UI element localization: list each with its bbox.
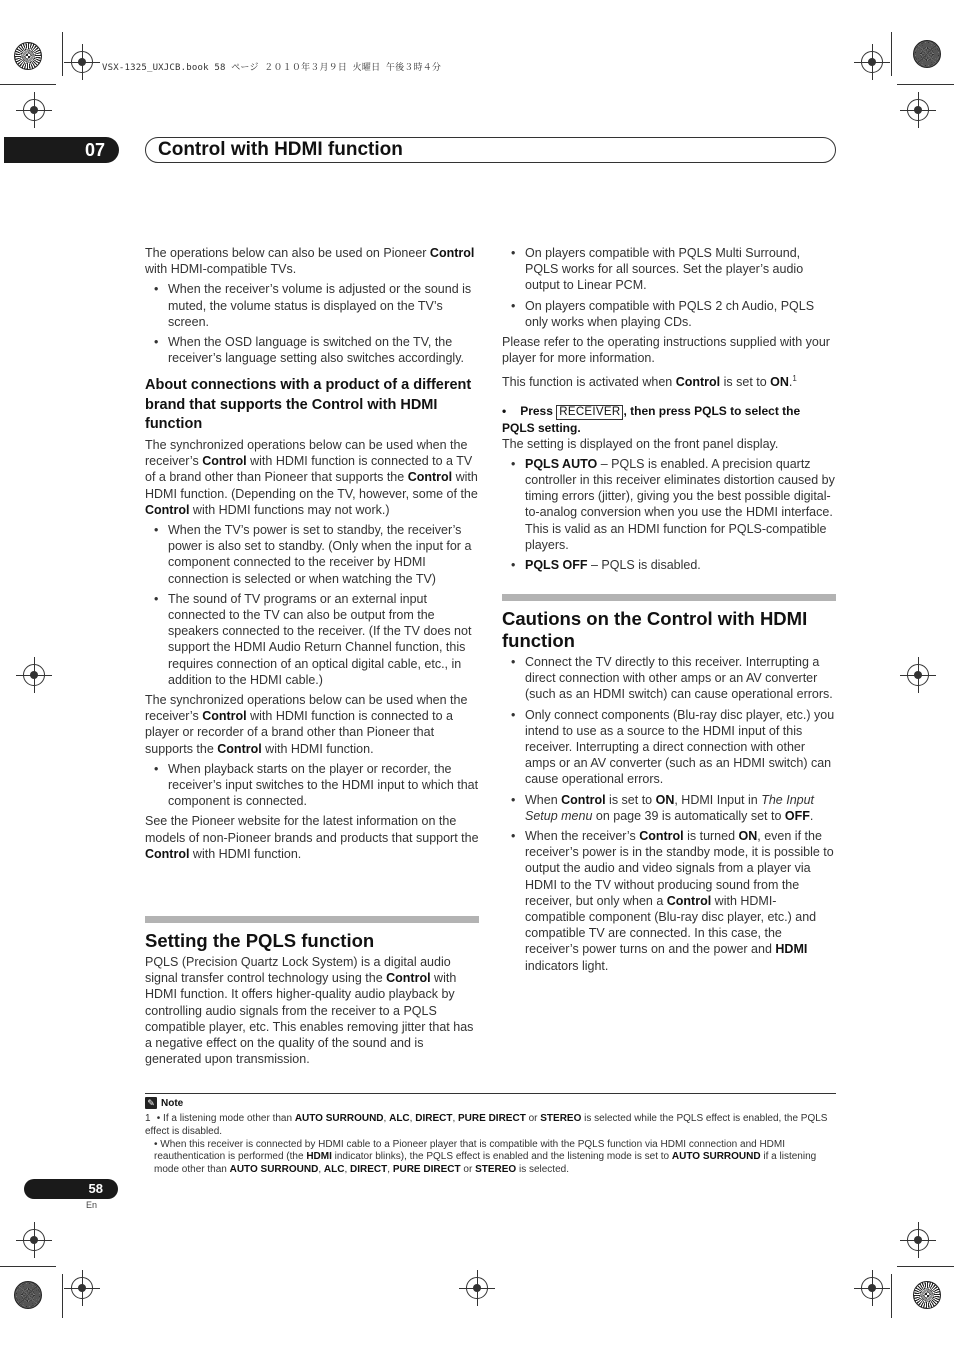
list-item: • PQLS OFF – PQLS is disabled. xyxy=(525,557,836,573)
crop-mark xyxy=(897,1266,954,1267)
receiver-key: RECEIVER xyxy=(556,405,623,420)
left-column-pqls xyxy=(145,916,479,1071)
note-section xyxy=(145,1093,836,1177)
about-list-2 xyxy=(145,761,479,810)
note-heading xyxy=(145,1097,836,1109)
list-item: • On players compatible with PQLS 2 ch Audio, PQLS only works when playing CDs. xyxy=(525,298,836,330)
section-heading-cautions: Cautions on the Control with HDMI function xyxy=(502,608,808,651)
intro-list xyxy=(145,281,479,366)
crop-mark xyxy=(62,1274,63,1318)
pqls-paragraph: PQLS (Precision Quartz Lock System) is a digital audio signal transfer control technology using the Control with HDMI function. It offers higher-quality audio playback by controlling audio signals from the receiver to a PQLS compatible player, etc. This enables removing jitter that has a negative effect on the quality of the sound and is generated upon transmission. xyxy=(145,955,474,1067)
pqls-list xyxy=(502,245,836,330)
list-item: • Only connect components (Blu-ray disc player, etc.) you intend to use as a source to the HDMI input of this receiver. Interrupting a direct connection with other amps or an AV converter (such as an HDMI switch) can cause operational errors. xyxy=(525,707,836,788)
display-note: The setting is displayed on the front panel display. xyxy=(502,436,779,451)
note-label: Note xyxy=(161,1097,184,1109)
list-item: • When the OSD language is switched on the TV, the receiver’s language setting also switches accordingly. xyxy=(168,334,479,366)
activated-paragraph: This function is activated when Control is set to ON.$^1$ xyxy=(502,374,797,390)
note-item-1: 1 • If a listening mode other than AUTO SURROUND, ALC, DIRECT, PURE DIRECT or STEREO is selected while the PQLS effect is enabled, the PQLS effect is disabled. xyxy=(145,1113,828,1137)
registration-mark-icon xyxy=(71,51,93,73)
crop-mark xyxy=(0,84,56,85)
intro-paragraph: The operations below can also be used on Pioneer Control with HDMI-compatible TVs. xyxy=(145,246,475,277)
list-item: • When the receiver’s Control is turned ON, even if the receiver’s power is in the standby mode, it is possible to output the audio and video signals from a player via HDMI to the TV without producing sound from the receiver, but only when a Control with HDMI-compatible component (Blu-ray disc player, etc.) and compatible TV are connected. In this case, the receiver’s power turns on and the power and HDMI indicators light. xyxy=(525,828,836,974)
crop-mark xyxy=(897,84,954,85)
list-item: • When Control is set to ON, HDMI Input in The Input Setup menu on page 39 is automatically set to OFF. xyxy=(525,792,836,824)
right-column xyxy=(502,245,836,577)
registration-mark-icon xyxy=(466,1277,488,1299)
color-wheel-icon xyxy=(14,42,42,70)
chapter-number: 07 xyxy=(4,137,119,163)
chapter-title: Control with HDMI function xyxy=(158,139,403,160)
pqls-options xyxy=(502,456,836,573)
crop-mark xyxy=(62,32,63,76)
list-item: • When the receiver’s volume is adjusted or the sound is muted, the volume status is displayed on the TV’s screen. xyxy=(168,281,479,330)
cautions-list xyxy=(502,654,836,974)
about-paragraph-1: The synchronized operations below can be used when the receiver’s Control with HDMI function is connected to a TV of a brand other than Pioneer that supports the Control with HDMI function. (Depending on the TV, however, some of the Control with HDMI functions may not work.) xyxy=(145,437,478,517)
list-item: • When the TV’s power is set to standby, the receiver’s power is also set to standby. (Only when the input for a component connected to the receiver by HDMI connection is selected or when watching the TV) xyxy=(168,522,479,587)
section-heading-about-connections: About connections with a product of a different brand that supports the Control with HDMI function xyxy=(145,377,472,433)
registration-mark-icon xyxy=(907,99,929,121)
left-column xyxy=(145,245,479,866)
registration-mark-icon xyxy=(23,664,45,686)
print-header: VSX-1325_UXJCB.book 58 ページ ２０１０年３月９日 火曜日 午後３時４分 xyxy=(102,63,442,73)
crop-mark xyxy=(891,32,892,76)
section-heading-pqls: Setting the PQLS function xyxy=(145,930,375,951)
page-number: 58 xyxy=(24,1179,118,1199)
note-text xyxy=(145,1113,836,1177)
note-rule xyxy=(145,1093,836,1094)
section-rule xyxy=(502,594,836,601)
crop-mark xyxy=(0,1266,56,1267)
right-column-cautions xyxy=(502,594,836,978)
color-wheel-icon xyxy=(913,40,941,68)
list-item: • The sound of TV programs or an external input connected to the TV can also be output from the speakers connected to the receiver. (If the TV does not support the HDMI Audio Return Channel function, this requires connection of an optical digital cable, etc., in addition to the HDMI cable.) xyxy=(168,591,479,688)
list-item: • When playback starts on the player or recorder, the receiver’s input switches to the HDMI input to which that component is connected. xyxy=(168,761,479,810)
color-wheel-icon xyxy=(14,1281,42,1309)
page-language: En xyxy=(86,1200,98,1210)
color-wheel-icon xyxy=(913,1281,941,1309)
about-paragraph-3: See the Pioneer website for the latest information on the models of non-Pioneer brands and products that support the Control with HDMI function. xyxy=(145,814,479,861)
refer-paragraph: Please refer to the operating instructions supplied with your player for more information. xyxy=(502,335,830,366)
registration-mark-icon xyxy=(861,1277,883,1299)
about-paragraph-2: The synchronized operations below can be used when the receiver’s Control with HDMI function is connected to a player or recorder of a brand other than Pioneer that supports the Control with HDMI function. xyxy=(145,692,468,756)
about-list-1 xyxy=(145,522,479,688)
registration-mark-icon xyxy=(907,1229,929,1251)
list-item: • PQLS AUTO – PQLS is enabled. A precision quartz controller in this receiver eliminates distortion caused by timing errors (jitter), giving you the best possible digital-to-analog conversion when you use the HDMI interface. This is valid as an HDMI function for PQLS-compatible players. xyxy=(525,456,836,553)
registration-mark-icon xyxy=(907,664,929,686)
section-rule xyxy=(145,916,479,923)
registration-mark-icon xyxy=(23,1229,45,1251)
registration-mark-icon xyxy=(23,99,45,121)
registration-mark-icon xyxy=(861,51,883,73)
note-icon: ✎ xyxy=(145,1097,157,1109)
footnote-ref: 1 xyxy=(792,374,797,384)
list-item: • On players compatible with PQLS Multi Surround, PQLS works for all sources. Set the player’s audio output to Linear PCM. xyxy=(525,245,836,294)
note-item-2: • When this receiver is connected by HDMI cable to a Pioneer player that is compatible with the PQLS function via HDMI connection and HDMI reauthentication is performed (the HDMI indicator blinks), the PQLS effect is enabled and the listening mode is set to AUTO SURROUND if a listening mode other than AUTO SURROUND, ALC, DIRECT, PURE DIRECT or STEREO is selected. xyxy=(154,1138,817,1176)
crop-mark xyxy=(891,1274,892,1318)
list-item: • Connect the TV directly to this receiver. Interrupting a direct connection with other amps or an AV converter (such as an HDMI switch) can cause operational errors. xyxy=(525,654,836,703)
step-press-receiver: • Press RECEIVER , then press PQLS to select the PQLS setting. xyxy=(502,403,801,435)
registration-mark-icon xyxy=(71,1277,93,1299)
